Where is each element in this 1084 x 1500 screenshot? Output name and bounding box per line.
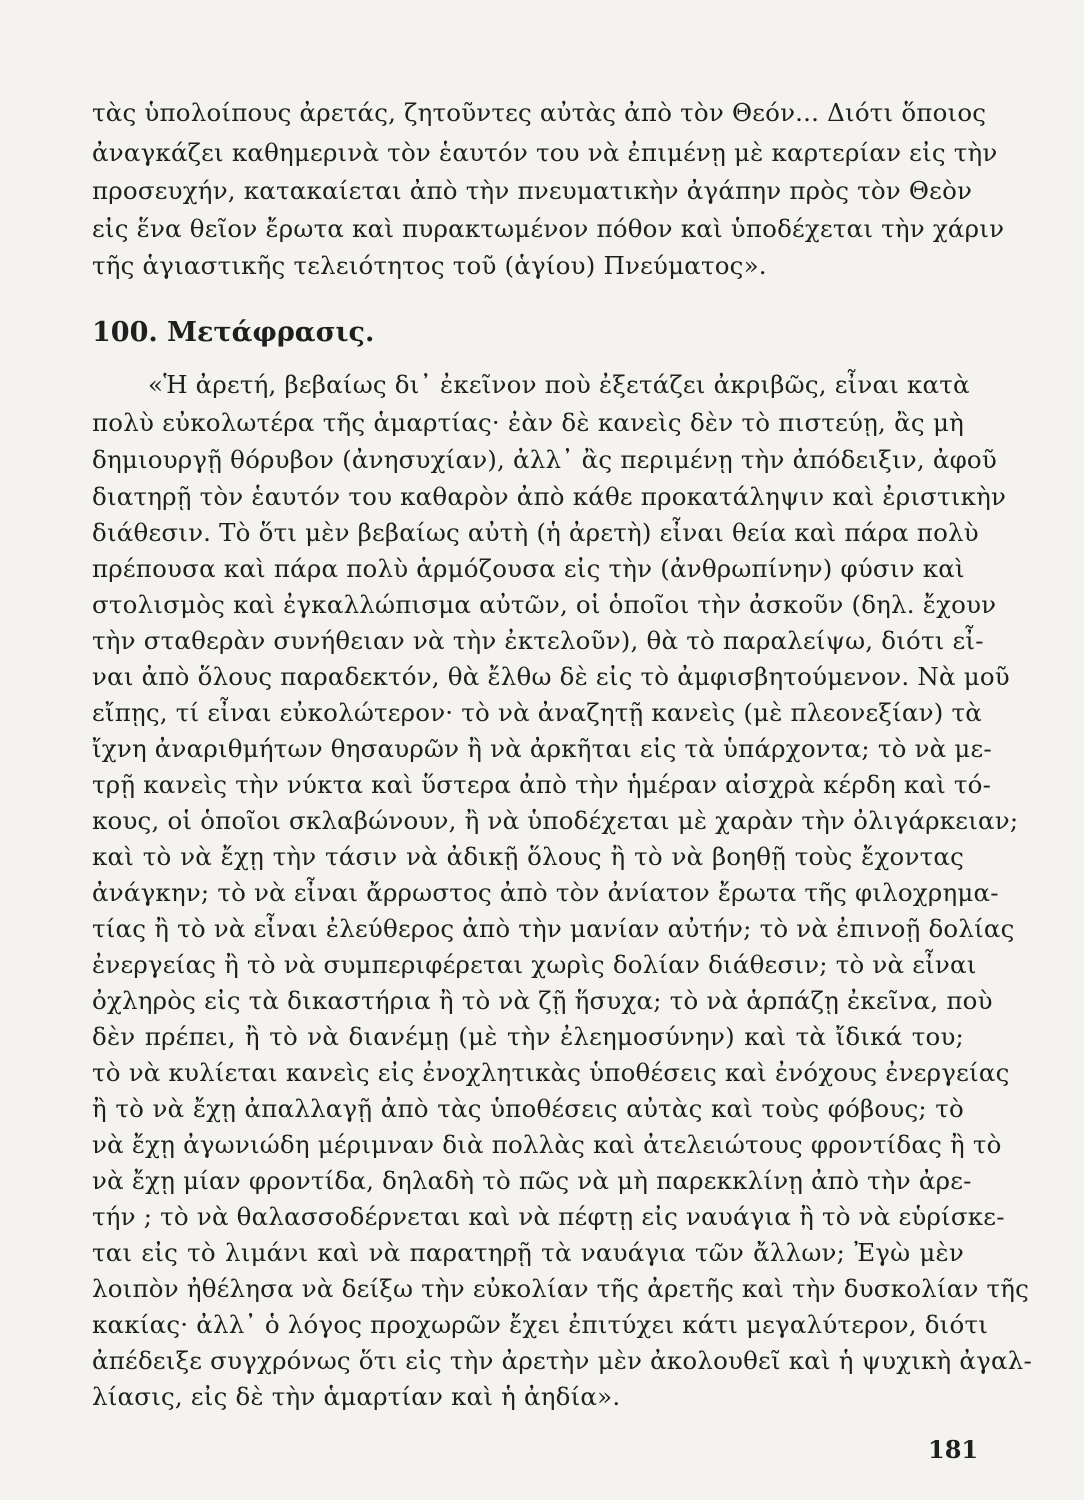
text-line: διάθεσιν. Τὸ ὅτι μὲν βεβαίως αὐτὴ (ἡ ἀρετὴ) εἶναι θεία καὶ πάρα πολὺ bbox=[92, 518, 979, 547]
text-line: τίας ἢ τὸ νὰ εἶναι ἐλεύθερος ἀπὸ τὴν μανίαν αὐτήν; τὸ νὰ ἐπινοῇ δολίας bbox=[92, 914, 1015, 943]
text-line: δημιουργῇ θόρυβον (ἀνησυχίαν), ἀλλ᾽ ἂς περιμένῃ τὴν ἀπόδειξιν, ἀφοῦ bbox=[92, 445, 997, 474]
text-line: πολὺ εὐκολωτέρα τῆς ἁμαρτίας· ἐὰν δὲ κανεὶς δὲν τὸ πιστεύῃ, ἂς μὴ bbox=[92, 408, 964, 437]
text-line: λοιπὸν ἠθέλησα νὰ δείξω τὴν εὐκολίαν τῆς ἀρετῆς καὶ τὴν δυσκολίαν τῆς bbox=[92, 1274, 1030, 1303]
text-line: ἴχνη ἀναριθμήτων θησαυρῶν ἢ νὰ ἀρκῆται εἰς τὰ ὑπάρχοντα; τὸ νὰ με- bbox=[92, 734, 992, 763]
text-line: διατηρῇ τὸν ἑαυτόν του καθαρὸν ἀπὸ κάθε προκατάληψιν καὶ ἐριστικὴν bbox=[92, 482, 1007, 511]
text-line: κακίας· ἀλλ᾽ ὁ λόγος προχωρῶν ἔχει ἐπιτύχει κάτι μεγαλύτερον, διότι bbox=[92, 1310, 988, 1339]
text-line: κους, οἱ ὁποῖοι σκλαβώνουν, ἢ νὰ ὑποδέχεται μὲ χαρὰν τὴν ὀλιγάρκειαν; bbox=[92, 806, 1019, 835]
text-line: τρῇ κανεὶς τὴν νύκτα καὶ ὕστερα ἀπὸ τὴν ἡμέραν αἰσχρὰ κέρδη καὶ τό- bbox=[92, 770, 992, 799]
text-line: πρέπουσα καὶ πάρα πολὺ ἁρμόζουσα εἰς τὴν (ἀνθρωπίνην) φύσιν καὶ bbox=[92, 554, 965, 583]
text-line: ἀπέδειξε συγχρόνως ὅτι εἰς τὴν ἀρετὴν μὲν ἀκολουθεῖ καὶ ἡ ψυχικὴ ἀγαλ- bbox=[92, 1346, 1032, 1375]
text-line: νὰ ἔχῃ μίαν φροντίδα, δηλαδὴ τὸ πῶς νὰ μὴ παρεκκλίνῃ ἀπὸ τὴν ἀρε- bbox=[92, 1166, 972, 1195]
text-line: λίασις, εἰς δὲ τὴν ἁμαρτίαν καὶ ἡ ἀηδία». bbox=[92, 1382, 621, 1411]
text-line: στολισμὸς καὶ ἐγκαλλώπισμα αὐτῶν, οἱ ὁποῖοι τὴν ἀσκοῦν (δηλ. ἔχουν bbox=[92, 590, 997, 619]
text-line: ται εἰς τὸ λιμάνι καὶ νὰ παρατηρῇ τὰ ναυάγια τῶν ἄλλων; Ἐγὼ μὲν bbox=[92, 1238, 964, 1267]
text-line: εἰς ἕνα θεῖον ἔρωτα καὶ πυρακτωμένον πόθον καὶ ὑποδέχεται τὴν χάριν bbox=[92, 214, 1005, 243]
text-line: ἀνάγκην; τὸ νὰ εἶναι ἄρρωστος ἀπὸ τὸν ἀνίατον ἔρωτα τῆς φιλοχρημα- bbox=[92, 878, 999, 907]
text-line: τῆς ἁγιαστικῆς τελειότητος τοῦ (ἁγίου) Πνεύματος». bbox=[92, 251, 767, 280]
text-line: ἢ τὸ νὰ ἔχῃ ἀπαλλαγῇ ἀπὸ τὰς ὑποθέσεις αὐτὰς καὶ τοὺς φόβους; τὸ bbox=[92, 1094, 964, 1123]
text-line: τήν ; τὸ νὰ θαλασσοδέρνεται καὶ νὰ πέφτῃ εἰς ναυάγια ἢ τὸ νὰ εὑρίσκε- bbox=[92, 1202, 1005, 1231]
text-line: νὰ ἔχῃ ἀγωνιώδη μέριμναν διὰ πολλὰς καὶ ἀτελειώτους φροντίδας ἢ τὸ bbox=[92, 1130, 1002, 1159]
text-line: ὀχληρὸς εἰς τὰ δικαστήρια ἢ τὸ νὰ ζῇ ἥσυχα; τὸ νὰ ἁρπάζῃ ἐκεῖνα, ποὺ bbox=[92, 986, 993, 1015]
text-line: προσευχήν, κατακαίεται ἀπὸ τὴν πνευματικὴν ἀγάπην πρὸς τὸν Θεὸν bbox=[92, 176, 973, 205]
text-line: ναι ἀπὸ ὅλους παραδεκτόν, θὰ ἔλθω δὲ εἰς τὸ ἀμφισβητούμενον. Νὰ μοῦ bbox=[92, 662, 1010, 691]
text-line: τὴν σταθερὰν συνήθειαν νὰ τὴν ἐκτελοῦν), θὰ τὸ παραλείψω, διότι εἶ- bbox=[92, 626, 984, 655]
text-line: εἴπῃς, τί εἶναι εὐκολώτερον· τὸ νὰ ἀναζητῇ κανεὶς (μὲ πλεονεξίαν) τὰ bbox=[92, 698, 982, 727]
text-line: δὲν πρέπει, ἢ τὸ νὰ διανέμῃ (μὲ τὴν ἐλεημοσύνην) καὶ τὰ ἴδικά του; bbox=[92, 1022, 964, 1051]
section-heading: 100. Μετάφρασις. bbox=[92, 317, 375, 348]
text-line: τὰς ὑπολοίπους ἀρετάς, ζητοῦντες αὐτὰς ἀπὸ τὸν Θεόν... Διότι ὅποιος bbox=[92, 98, 987, 127]
text-line: καὶ τὸ νὰ ἔχῃ τὴν τάσιν νὰ ἀδικῇ ὅλους ἢ τὸ νὰ βοηθῇ τοὺς ἔχοντας bbox=[92, 842, 964, 871]
page-number: 181 bbox=[928, 1435, 979, 1464]
text-line: τὸ νὰ κυλίεται κανεὶς εἰς ἐνοχλητικὰς ὑποθέσεις καὶ ἐνόχους ἐνεργείας bbox=[92, 1058, 1010, 1087]
text-line: ἀναγκάζει καθημερινὰ τὸν ἑαυτόν του νὰ ἐπιμένῃ μὲ καρτερίαν εἰς τὴν bbox=[92, 138, 998, 167]
text-line: ἐνεργείας ἢ τὸ νὰ συμπεριφέρεται χωρὶς δολίαν διάθεσιν; τὸ νὰ εἶναι bbox=[92, 950, 977, 979]
text-line: «Ἡ ἀρετή, βεβαίως δι᾽ ἐκεῖνον ποὺ ἐξετάζει ἀκριβῶς, εἶναι κατὰ bbox=[148, 370, 970, 399]
